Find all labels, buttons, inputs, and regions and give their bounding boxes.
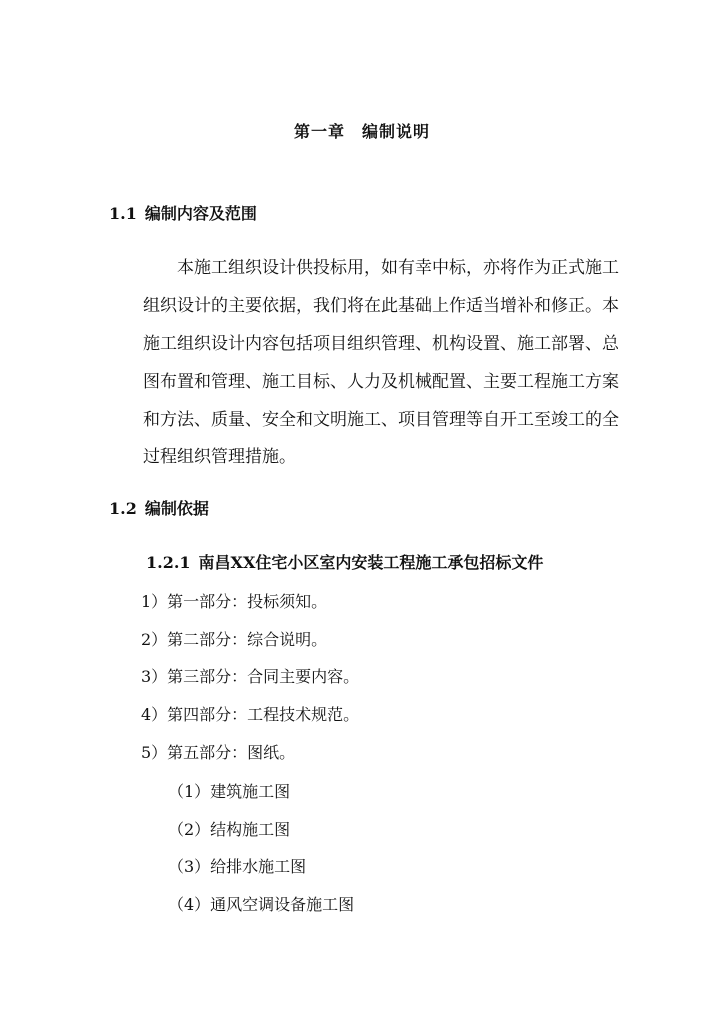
chapter-title: 第一章 编制说明	[293, 122, 430, 141]
subsection-number: 1.2.1	[146, 553, 191, 572]
list-item: 1）第一部分：投标须知。	[141, 592, 328, 611]
list-item: 2）第二部分：综合说明。	[141, 630, 328, 649]
section-heading-1-1	[109, 201, 257, 224]
section-title: 编制依据	[144, 499, 209, 518]
drawing-item: （2）结构施工图	[168, 820, 291, 839]
section-number: 1.1	[109, 204, 137, 223]
list-item: 4）第四部分：工程技术规范。	[141, 705, 360, 724]
drawing-item: （4）通风空调设备施工图	[168, 895, 355, 914]
section-heading-1-2	[109, 496, 209, 519]
list-item: 3）第三部分：合同主要内容。	[141, 667, 360, 686]
paragraph-line: 组织设计的主要依据，我们将在此基础上作适当增补和修正。本	[143, 296, 619, 316]
drawing-item: （3）给排水施工图	[168, 857, 307, 876]
subsection-heading-1-2-1	[146, 550, 543, 573]
paragraph-line: 图布置和管理、施工目标、人力及机械配置、主要工程施工方案	[143, 372, 619, 392]
drawing-item: （1）建筑施工图	[168, 782, 291, 801]
paragraph-line: 过程组织管理措施。	[143, 447, 296, 467]
list-item: 5）第五部分：图纸。	[141, 743, 296, 762]
section-title: 编制内容及范围	[144, 204, 257, 223]
paragraph-line: 施工组织设计内容包括项目组织管理、机构设置、施工部署、总	[143, 334, 619, 354]
paragraph-line: 本施工组织设计供投标用，如有幸中标，亦将作为正式施工	[177, 258, 619, 278]
subsection-title: 南昌XX住宅小区室内安装工程施工承包招标文件	[198, 553, 544, 572]
section-number: 1.2	[109, 499, 137, 518]
paragraph-line: 和方法、质量、安全和文明施工、项目管理等自开工至竣工的全	[143, 410, 619, 430]
